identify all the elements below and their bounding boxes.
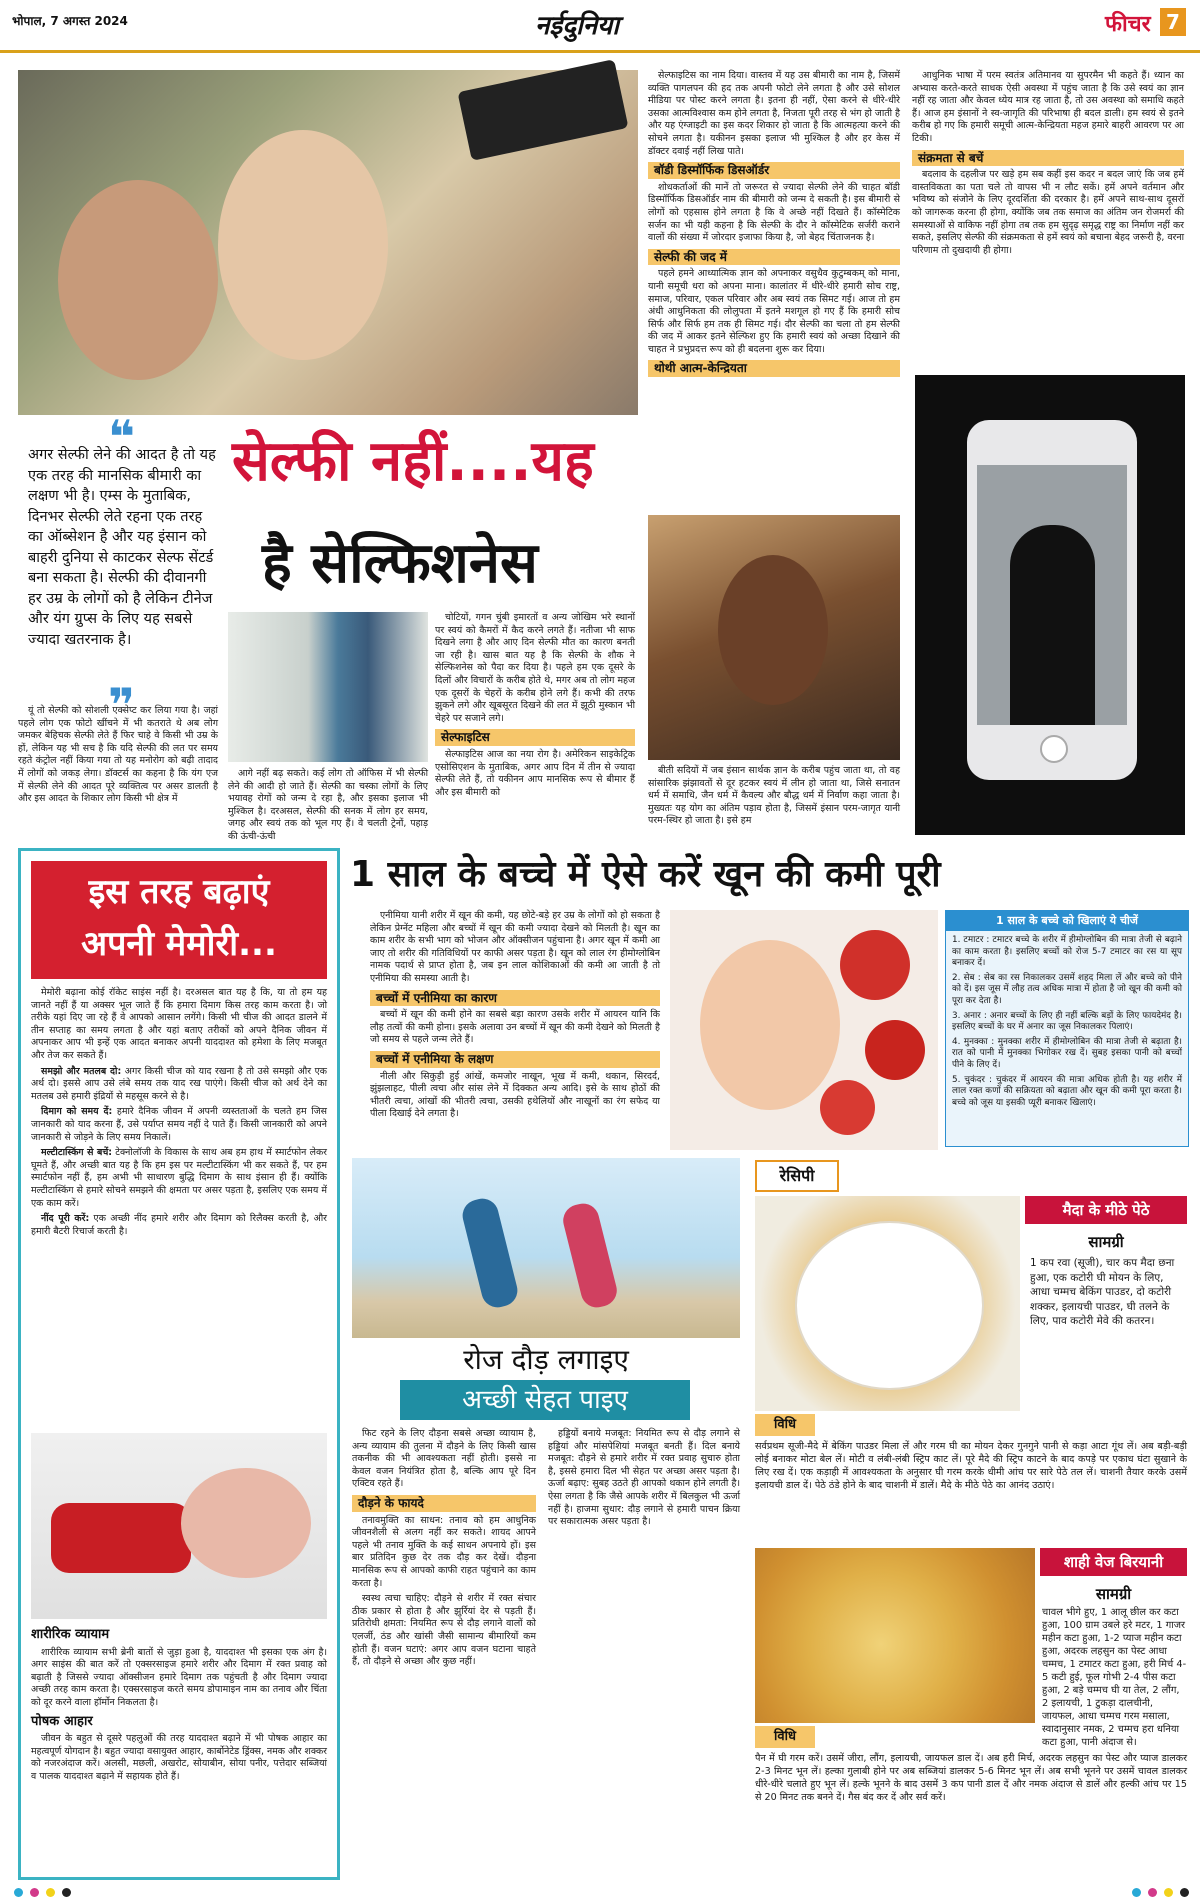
tip-item: 2. सेब : सेब का रस निकालकर उसमें शहद मिला लें और बच्चे को पीने को दें। इस जूस में लौह तत्व अधिक मात्रा में होता है जो खून की कमी को पूरा कर देता है। <box>952 972 1182 1006</box>
baby-face <box>700 940 840 1110</box>
dish1-title: मैदा के मीठे पेठे <box>1062 1201 1150 1219</box>
footer-dots <box>0 1884 1200 1900</box>
immunity-text: स्वस्थ त्वचा चाहिए: दौड़ने से शरीर में रक्त संचार ठीक प्रकार से होता है और झुर्रियां देर से पड़ती हैं। प्रतिरोधी क्षमता: नियमित रूप से दौड़ लगाने वालों को एलर्जी, ठंड और खांसी जैसी सामान्य बीमारियों कम होती हैं। वजन घटाएं: अगर आप वजन घटाना चाहते हैं, तो दौड़ने से अच्छा और कुछ नहीं। <box>352 1593 536 1668</box>
dumbbell-icon <box>51 1503 191 1573</box>
memory-intro: मेमोरी बढ़ाना कोई रॉकेट साइंस नहीं है। दरअसल बात यह है कि, या तो हम यह जानते नहीं हैं या अक्सर भूल जाते हैं कि हमारा दिमाग किस तरह काम करता है। जो तरीके यहां दिए जा रहे हैं वे आपको आसान लगेंगे। किसी भी चीज की आदत डालने में तीन सप्ताह का समय लगता है और यहां बताए तरीकों को अपने दैनिक जीवन में अपनाकर आप भी इन्हें एक आदत बनाकर अपनी याददाश्त को हमेशा के लिए मजबूत और तेज कर सकते हैं। <box>31 987 327 1061</box>
quote-open-icon: ❝ <box>108 410 135 464</box>
blood-cell-2 <box>865 1020 925 1080</box>
symptom-text: नीली और सिकुड़ी हुई आंखें, कमजोर नाखून, भूख में कमी, थकान, सिरदर्द, झुंझलाहट, पीली त्वचा और सांस लेने में दिक्कत अन्य आदि। इसे के साथ होठों की भीतरी त्वचा, आंखों की भीतरी त्वचा, उसकी हथेलियों और नाखूनों का रंग सफेद या पीला दिखाई देने लगता है। <box>370 1070 660 1120</box>
memory-title-box <box>31 861 327 979</box>
pondering-man-photo <box>648 515 900 760</box>
silhouette <box>1010 525 1095 725</box>
anemia-tips-list <box>952 935 1182 1143</box>
memory-multi-text: टेक्नोलॉजी के विकास के साथ अब हम हाथ में स्मार्टफोन लेकर घूमते हैं, और अच्छी बात यह है कि हम इस पर मल्टीटास्किंग भी कर सकते हैं, पर हम स्मार्टफोन नहीं हैं, हम अभी भी साधारण बुद्धि दिमाग के साथ इंसान ही हैं। क्योंकि मल्टीटास्किंग से हमारे सोचने समझने की क्षमता पर असर पड़ता है, इसलिए एक समय में एक काम करें। <box>31 1147 327 1209</box>
dish1-method-head: विधि <box>755 1414 815 1436</box>
dot-yellow <box>46 1888 55 1897</box>
memory-body <box>31 987 327 1427</box>
selfie-col-mid2 <box>435 612 635 838</box>
face-left <box>58 180 218 380</box>
brain-dumbbell-photo <box>31 1433 327 1619</box>
running-headline-2-box <box>400 1380 690 1420</box>
sweet-petha-photo <box>755 1196 1020 1411</box>
dish2-title: शाही वेज बिरयानी <box>1063 1553 1164 1571</box>
memory-meaning-text: अगर किसी चीज को याद रखना है तो उसे समझो और एक अर्थ दो। इससे आप उसे लंबे समय तक याद रख पाएंगे। किसी चीज को अर्थ देने का मतलब उसे हमारी इंद्रियों से महसूस करने से है। <box>31 1065 327 1102</box>
memory-p-sleep <box>31 1213 327 1238</box>
memory-title-1: इस तरह बढ़ाएं <box>88 872 270 912</box>
dot-magenta <box>30 1888 39 1897</box>
blood-cell-3 <box>820 1080 875 1135</box>
sec-benefit: दौड़ने के फायदे <box>352 1495 536 1512</box>
bdd-text: शोधकर्ताओं की मानें तो जरूरत से ज्यादा सेल्फी लेने की चाहत बॉडी डिस्मॉर्फिक डिसऑर्डर नाम की बीमारी को जन्म दे सकती है। इस बीमारी से लोगों को एहसास होने लगता है कि वे अच्छे नहीं दिखते हैं। कॉस्मेटिक सर्जन का भी यही कहना है कि सेल्फी के दौर ने कॉस्मेटिक सर्जरी कराने वालों की संख्या में जोरदार इजाफा किया है, जो बेहद चिंताजनक है। <box>648 181 900 244</box>
mirror-selfie-photo <box>228 612 428 762</box>
dish2-title-box <box>1040 1548 1187 1576</box>
brain-icon <box>181 1468 311 1578</box>
running-col2-text: हड्डियों बनाये मजबूत: नियमित रूप से दौड़ लगाने से हड्डियां और मांसपेशियां मजबूत बनती हैं। दिल बनाये मजबूत: दौड़ने से हमारे शरीर में रक्त प्रवाह सुचारु होता है, इससे हमारा दिल भी सेहत पर अच्छा असर पड़ता है। ऊर्जा बढ़ाए: सुबह उठते ही आपको थकान होने लगती है। ऐसा लगता है कि जैसे आपके शरीर में बिलकुल भी ऊर्जा नहीं है। हाजमा सुधार: दौड़ लगाने से हमारी पाचन क्रिया पर सकारात्मक असर पड़ता है। <box>548 1428 740 1528</box>
plate <box>795 1221 984 1390</box>
selfie-headline-2: है सेल्फिशनेस <box>262 531 538 596</box>
runner-1 <box>459 1195 521 1310</box>
hollow-text-block <box>648 765 900 837</box>
memory-multi-head: मल्टीटास्किंग से बचें: <box>41 1147 113 1159</box>
sec-diet: पोषक आहार <box>31 1714 327 1731</box>
crying-baby-photo <box>670 910 938 1150</box>
benefit-text: तनावमुक्ति का साधन: तनाव को हम आधुनिक जीवनशैली से अलग नहीं कर सकते। शायद आपने पहले भी तनाव मुक्ति के कई साधन अपनाये हों। इस बार प्रतिदिन कुछ देर तक दौड़ कर देखें। दौड़ना मानसिक रूप से आपको काफी राहत पहुंचाने का काम करता है। <box>352 1514 536 1589</box>
logo: नईदुनिया <box>535 11 619 41</box>
dish2-ingredients: चावल भीगे हुए, 1 आलू छील कर कटा हुआ, 100 ग्राम उबले हरे मटर, 1 गाजर महीन कटा हुआ, 1-2 प्याज महीन कटा हुआ, अदरक लहसुन का पेस्ट आधा चम्मच, 1 टमाटर कटा हुआ, हरी मिर्च 4-5 कटी हुई, फूल गोभी 2-4 पीस कटा हुआ, 2 बड़े चम्मच घी या तेल, 2 लौंग, 2 इलायची, 1 टुकड़ा दालचीनी, जायफल, आधा चम्मच गरम मसाला, स्वादानुसार नमक, 2 चम्मच हरा धनिया कटा हुआ, पानी अंदाज से। <box>1042 1607 1187 1748</box>
dish1-ing-head: सामग्री <box>1088 1233 1124 1251</box>
dish2-method-head: विधि <box>755 1726 815 1748</box>
quote-close-icon: ❞ <box>108 678 135 732</box>
runner-2 <box>560 1200 620 1311</box>
memory-frame <box>18 848 340 1880</box>
diet-text: जीवन के बहुत से दूसरे पहलुओं की तरह याददाश्त बढ़ाने में भी पोषक आहार का महत्वपूर्ण योगदान है। बहुत ज्यादा वसायुक्त आहार, कार्बोनेटेड ड्रिंक्स, नमक और शक्कर को नजरअंदाज करें। अलसी, मछली, अखरोट, सोयाबीन, सोया पनीर, पत्तेदार सब्जियां व पालक याददाश्त बढ़ाने में सहायक होते हैं। <box>31 1733 327 1782</box>
shutter-button <box>1040 735 1068 763</box>
selfie-quote: अगर सेल्फी लेने की आदत है तो यह एक तरह की मानसिक बीमारी का लक्षण भी है। एम्स के मुताबिक, दिनभर सेल्फी लेते रहना एक तरह का ऑब्सेशन है और यह इंसान को बाहरी दुनिया से काटकर सेल्फ सेंटर्ड बना सकता है। सेल्फी की दीवानगी हर उम्र के लोगों को है लेकिन टीनेज और यंग ग्रुप्स के लिए यह सबसे ज्यादा खतरनाक है। <box>28 447 216 648</box>
sec-symptom: बच्चों में एनीमिया के लक्षण <box>370 1051 660 1068</box>
page-number: 7 <box>1160 8 1186 36</box>
masthead-rule <box>0 50 1200 53</box>
memory-meaning-head: समझो और मतलब दो: <box>41 1065 122 1077</box>
dish2-method: पैन में घी गरम करें। उसमें जीरा, लौंग, इलायची, जायफल डाल दें। अब हरी मिर्च, अदरक लहसुन का पेस्ट और प्याज डालकर 2-3 मिनट भून लें। हल्का गुलाबी होने पर अब सब्जियां डालकर 5-6 मिनट भून लें। अब सभी भूनने पर उसमें चावल डालकर धीरे-धीरे चलाते हुए भून लें। हल्के भूनने के बाद उसमें 3 कप पानी डाल दें और नमक अंदाज से डालें और हल्की आंच पर 15 से 20 मिनट तक बनने दें। गैस बंद कर दें और सर्व करें। <box>755 1753 1187 1803</box>
anemia-headline: 1 साल के बच्चे में ऐसे करें खून की कमी पूरी <box>350 854 941 895</box>
selfie-intro <box>18 705 218 837</box>
dot-black <box>1180 1888 1189 1897</box>
sec-bdd: बॉडी डिस्मॉर्फिक डिसऑर्डर <box>648 162 900 179</box>
selfie-col4-top: आधुनिक भाषा में परम स्वतंत्र अतिमानव या सुपरमैन भी कहते हैं। ध्यान का अभ्यास करते-करते साधक ऐसी अवस्था में पहुंच जाता है कि उसे स्वयं का ज्ञान नहीं रह जाता और केवल ध्येय मात्र रह जाता है, तो उस अवस्था को समाधि कहते हैं। आज हम इंसानों ने स्व-जागृति की परिभाषा ही बदल डाली। हम स्वयं से इतने करीब हो गए कि हमारी समूची आत्म-केन्द्रियता महज हमारे बाहरी आवरण पर आ टिकी। <box>912 70 1184 144</box>
recipe-tag: रेसिपी <box>755 1160 839 1192</box>
masthead <box>0 0 1200 50</box>
running-headline-2: अच्छी सेहत पाइए <box>462 1385 628 1415</box>
memory-sleep-text: एक अच्छी नींद हमारे शरीर और दिमाग को रिलैक्स करती है, और हमारी बैटरी रिचार्ज करती है। <box>31 1213 327 1237</box>
selfie-photo <box>18 70 638 415</box>
running-intro: फिट रहने के लिए दौड़ना सबसे अच्छा व्यायाम है, अन्य व्यायाम की तुलना में दौड़ने के लिए किसी खास तकनीक की भी आवश्यकता नहीं होती। इससे ना केवल वजन नियंत्रित होता है, बल्कि आप पूरे दिन एक्टिव रहते हैं। <box>352 1428 536 1490</box>
sec-crisis: संक्रमता से बचें <box>912 150 1184 167</box>
blood-cell-1 <box>840 930 910 1000</box>
selfie-col-mid <box>228 768 428 842</box>
section-label: फीचर <box>1105 12 1151 37</box>
phone-selfie-photo <box>915 375 1185 835</box>
selfitis-text: सेल्फाइटिस आज का नया रोग है। अमेरिकन साइकेट्रिक एसोसिएशन के मुताबिक, अगर आप दिन में तीन से ज्यादा सेल्फी लेते हैं, तो यकीनन आप मानसिक रूप से बीमार हैं और इस बीमारी को <box>435 748 635 798</box>
sec-cause: बच्चों में एनीमिया का कारण <box>370 990 660 1007</box>
anemia-body <box>370 910 660 1150</box>
anemia-intro: एनीमिया यानी शरीर में खून की कमी, यह छोटे-बड़े हर उम्र के लोगों को हो सकता है लेकिन प्रेग्नेंट महिला और बच्चों में खून की कमी ज्यादा देखने को मिलती है। खून का काम शरीर के सभी भाग को भोजन और ऑक्सीजन पहुंचाना है। अगर खून में कमी आ जाए तो शरीर की गतिविधियों पर काफी असर पड़ता है। खून को लाल रंग हीमोग्लोबिन नामक पदार्थ से प्राप्त होता है, जब इन लाल कोशिकाओं की कमी आ जाती है तो एनीमिया की समस्या आती है। <box>370 910 660 984</box>
dot-black <box>62 1888 71 1897</box>
dot-yellow <box>1164 1888 1173 1897</box>
selfie-headline-1: सेल्फी नहीं....यह <box>232 429 594 494</box>
man-face <box>718 555 828 705</box>
sec-root: सेल्फी की जद में <box>648 249 900 266</box>
dish1-title-box <box>1025 1196 1187 1224</box>
dot-cyan <box>1132 1888 1141 1897</box>
dish2-ing-head: सामग्री <box>1095 1585 1132 1603</box>
dish1-ingredients: 1 कप रवा (सूजी), चार कप मैदा छना हुआ, एक कटोरी घी मोयन के लिए, आधा चम्मच बेकिंग पाउडर, दो कटोरी शक्कर, इलायची पाउडर, घी तलने के लिए, पाव कटोरी मेवे की कतरन। <box>1030 1257 1175 1327</box>
tip-item: 4. मुनक्का : मुनक्का शरीर में हीमोग्लोबिन की मात्रा तेजी से बढ़ाता है। रात को पानी में मुनक्का भिगोकर रख दें। सुबह इसका पानी को बच्चों पीने के लिए दें। <box>952 1036 1182 1070</box>
dot-magenta <box>1148 1888 1157 1897</box>
memory-time-text: हमारे दैनिक जीवन में अपनी व्यस्तताओं के चलते हम जिस जानकारी को याद करना हैं, उसे पर्याप्त समय नहीं दे पाते हैं। किसी जानकारी को अपने जानकारी से जोड़ने के लिए समय निकालें। <box>31 1106 328 1143</box>
memory-p-time <box>31 1106 327 1144</box>
selfie-col-mid2-text: चोटियों, गगन चुंबी इमारतों व अन्य जोखिम भरे स्थानों पर स्वयं को कैमरों में कैद करने लगते हैं। नतीजा भी साफ दिखने लगा है और आए दिन सेल्फी मौत का कारण बनती जा रही है। खास बात यह है कि सेल्फी के शौक ने सेल्फिशनेस को पैदा कर दिया है। पहले हम एक दूसरे के दिलों और विचारों के करीब होते थे, मगर अब तो लोग महज एक दूसरों के चेहरों के करीब होने लगे हैं। कभी की तरफ झुकने लगे और खूबसूरत दिखने की लत में झूठी मुस्कान भी चेहरे पर सजाने लगे। <box>435 612 635 724</box>
memory-sleep-head: नींद पूरी करें: <box>41 1213 90 1225</box>
selfie-col-3 <box>648 70 900 510</box>
running-col-1 <box>352 1428 536 1880</box>
dot-cyan <box>14 1888 23 1897</box>
selfie-intro-text: यूं तो सेल्फी को सोशली एक्सेप्ट कर लिया गया है। जहां पहले लोग एक फोटो खींचने में भी कतराते थे अब लोग जमकर बेहिचक सेल्फी लेते हैं फिर चाहे वे किसी भी उम्र के हों, लेकिन यह भी सच है कि यदि सेल्फी की लत पर समय रहते कंट्रोल नहीं किया गया तो यह मनोरोग को बढ़ी तादाद में लोगों को जकड़ लेगा। डॉक्टर्स का कहना है कि यंग एज में सेल्फी लेने की आदत पूरे व्यक्तित्व पर असर डालती है और इस आदत के शिकार लोग किसी भी क्षेत्र में <box>18 705 218 805</box>
selfie-col3-top: सेल्फाइटिस का नाम दिया। वास्तव में यह उस बीमारी का नाम है, जिसमें व्यक्ति पागलपन की हद तक अपनी फोटो लेने लगता है और उसे सोशल मीडिया पर पोस्ट करने लगता है। इतना ही नहीं, ऐसा करने से धीरे-धीरे उसका आत्मविश्वास कम होने लगता है, निजता पूरी तरह से भंग हो जाती है और यह एंग्जाइटी का इस कदर शिकार हो जाता है कि आत्महत्या करने की सोचने लगता है। यकीनन इसका इलाज भी मुश्किल है और हर केस में डॉक्टर दवाई नहीं लिख पाते। <box>648 70 900 157</box>
dish1-method: सर्वप्रथम सूजी-मैदे में बेकिंग पाउडर मिला लें और गरम घी का मोयन देकर गुनगुने पानी से कड़ा आटा गूंथ लें। अब बड़ी-बड़ी लोई बनाकर मोटा बेल लें। मोटी व लंबी-लंबी स्ट्रिप काट लें। पूरे मैदे की स्ट्रिप काटने के बाद कपड़े पर एकाध घंटा सुखाने के लिए रख दें। एक कड़ाही में आवश्यकता के अनुसार घी गरम करके धीमी आंच पर सारे पेठे तल लें। चाशनी तैयार करके उसमें इलायची डाल दें। पेठे ठंडे होने के बाद चाशनी में डालें। मैदे के मीठे पेठे का आनंद उठाएं। <box>755 1441 1187 1491</box>
selfie-col-mid-text: आगे नहीं बढ़ सकते। कई लोग तो ऑफिस में भी सेल्फी लेने की आदी हो जाते हैं। सेल्फी का चस्का लोगों के लिए भयावह रोगों को जन्म दे रहा है, और इसका इलाज भी मुश्किल है। दरअसल, सेल्फी की सनक में लोग हर समय, जगह और स्वयं तक को भूल गए हैं। वे चलती ट्रेनों, पहाड़ की ऊंची-ऊंची <box>228 768 428 842</box>
tip-item: 5. चुकंदर : चुकंदर में आयरन की मात्रा अधिक होती है। यह शरीर में लाल रक्त कणों की सक्रियता को बढ़ाता और खून की कमी पूरा करता है। बच्चे को जूस या इसकी प्यूरी बनाकर खिलाएं। <box>952 1074 1182 1108</box>
tip-item: 3. अनार : अनार बच्चों के लिए ही नहीं बल्कि बड़ों के लिए फायदेमंद है। इसलिए बच्चों के घर में अनार का जूस निकालकर पिलाएं। <box>952 1010 1182 1033</box>
sec-hollow: थोथी आत्म-केन्द्रियता <box>648 360 900 377</box>
exercise-text: शारीरिक व्यायाम सभी ब्रेनी बातों से जुड़ा हुआ है, याददाश्त भी इसका एक अंग है। अगर साइंस की बात करें तो एक्सरसाइज हमारे शरीर और दिमाग में रक्त प्रवाह को बढ़ाती है जिससे ज्यादा ऑक्सीजन हमारे दिमाग तक पहुंचती है और दिमाग ज्यादा अच्छी तरह काम करता है। एक्सरसाइज करते समय डोपामाइन नाम का तनाव और चिंता को दूर करने वाला हॉर्मोन निकलता है। <box>31 1646 327 1708</box>
date-place: भोपाल, 7 अगस्त 2024 <box>12 14 128 28</box>
selfie-col-4 <box>912 70 1184 370</box>
running-headline-1: रोज दौड़ लगाइए <box>463 1343 629 1376</box>
phone-in-photo <box>457 59 628 161</box>
hollow-text: बीती सदियों में जब इंसान सार्थक ज्ञान के करीब पहुंच जाता था, तो वह सांसारिक झंझावतों से दूर हटकर स्वयं में लीन हो जाता था, जिसे सनातन धर्म में समाधि, जैन धर्म में कैवल्य और बौद्ध धर्म में निर्वाण कहा जाता है। मुख्यतः यह योग का अंतिम पड़ाव होता है, जिसमें इंसान परम-जागृत यानी परम-स्थिर हो जाता है। इसे हम <box>648 765 900 827</box>
tip-item: 1. टमाटर : टमाटर बच्चे के शरीर में हीमोग्लोबिन की मात्रा तेजी से बढ़ाने का काम करता है। इसलिए बच्चों को रोज 5-7 टमाटर का रस या सूप बनाकर दें। <box>952 935 1182 969</box>
anemia-tips-box <box>945 910 1189 1147</box>
crisis-text: बदलाव के दहलीज पर खड़े हम सब कहीं इस कदर न बदल जाएं कि जब हमें वास्तविकता का पता चले तो वापस भी न लौट सकें। हमें अपने वर्तमान और भविष्य को संजोने के लिए दूरदर्शिता की दरकार है। हमें अपने साथ-साथ दूसरों को जागरूक करना ही होगा, क्योंकि जब तक समाज का अंतिम जन रोजमर्रा की समस्याओं से वाकिफ नहीं होगा तब तक हम सुदृढ़ समृद्ध राष्ट्र का निर्माण नहीं कर सकते, इसलिए सेल्फी की संक्रमकता से हमें स्वयं को बचाना बेहद जरूरी है, वरना परिणाम तो दुखदायी ही होगा। <box>912 169 1184 256</box>
sec-exercise: शारीरिक व्यायाम <box>31 1627 327 1644</box>
memory-p-meaning <box>31 1066 327 1104</box>
memory-bottom <box>31 1623 327 1873</box>
memory-p-multi <box>31 1147 327 1210</box>
sec-selfitis: सेल्फाइटिस <box>435 729 635 746</box>
running-couple-photo <box>352 1158 740 1338</box>
memory-title-2: अपनी मेमोरी... <box>81 924 277 964</box>
cause-text: बच्चों में खून की कमी होने का सबसे बड़ा कारण उसके शरीर में आयरन यानि कि लौह तत्वों की कमी होना। इसके अलावा उन बच्चों में खून की कमी देखने को मिलती है जो समय से पहले जन्म लेते हैं। <box>370 1009 660 1046</box>
running-col-2 <box>548 1428 740 1880</box>
face-right <box>218 130 388 360</box>
memory-time-head: दिमाग को समय दें: <box>41 1106 113 1118</box>
biryani-photo <box>755 1548 1035 1723</box>
root-text: पहले हमने आध्यात्मिक ज्ञान को अपनाकर वसुधैव कुटुम्बकम् को माना, यानी समूची धरा को अपना माना। कालांतर में धीरे-धीरे हमारी सोच राष्ट्र, समाज, परिवार, एकल परिवार और अब स्वयं तक सिमट गई। आज तो हम अंधी आधुनिकता की लोलुपता में इतने मशगूल हो गए हैं कि हमारी सोच सिर्फ और सिर्फ हम तक ही सिमट गई। दौर सेल्फी का चला तो हम सेल्फी की जद में आकर इतने सेल्फिश हुए कि हमारी स्वयं को अच्छा दिखाने की चाहत ने प्रभुप्रदत्त रूप को ही बदलना शुरू कर दिया। <box>648 268 900 355</box>
anemia-tips-title: 1 साल के बच्चे को खिलाएं ये चीजें <box>946 911 1188 931</box>
